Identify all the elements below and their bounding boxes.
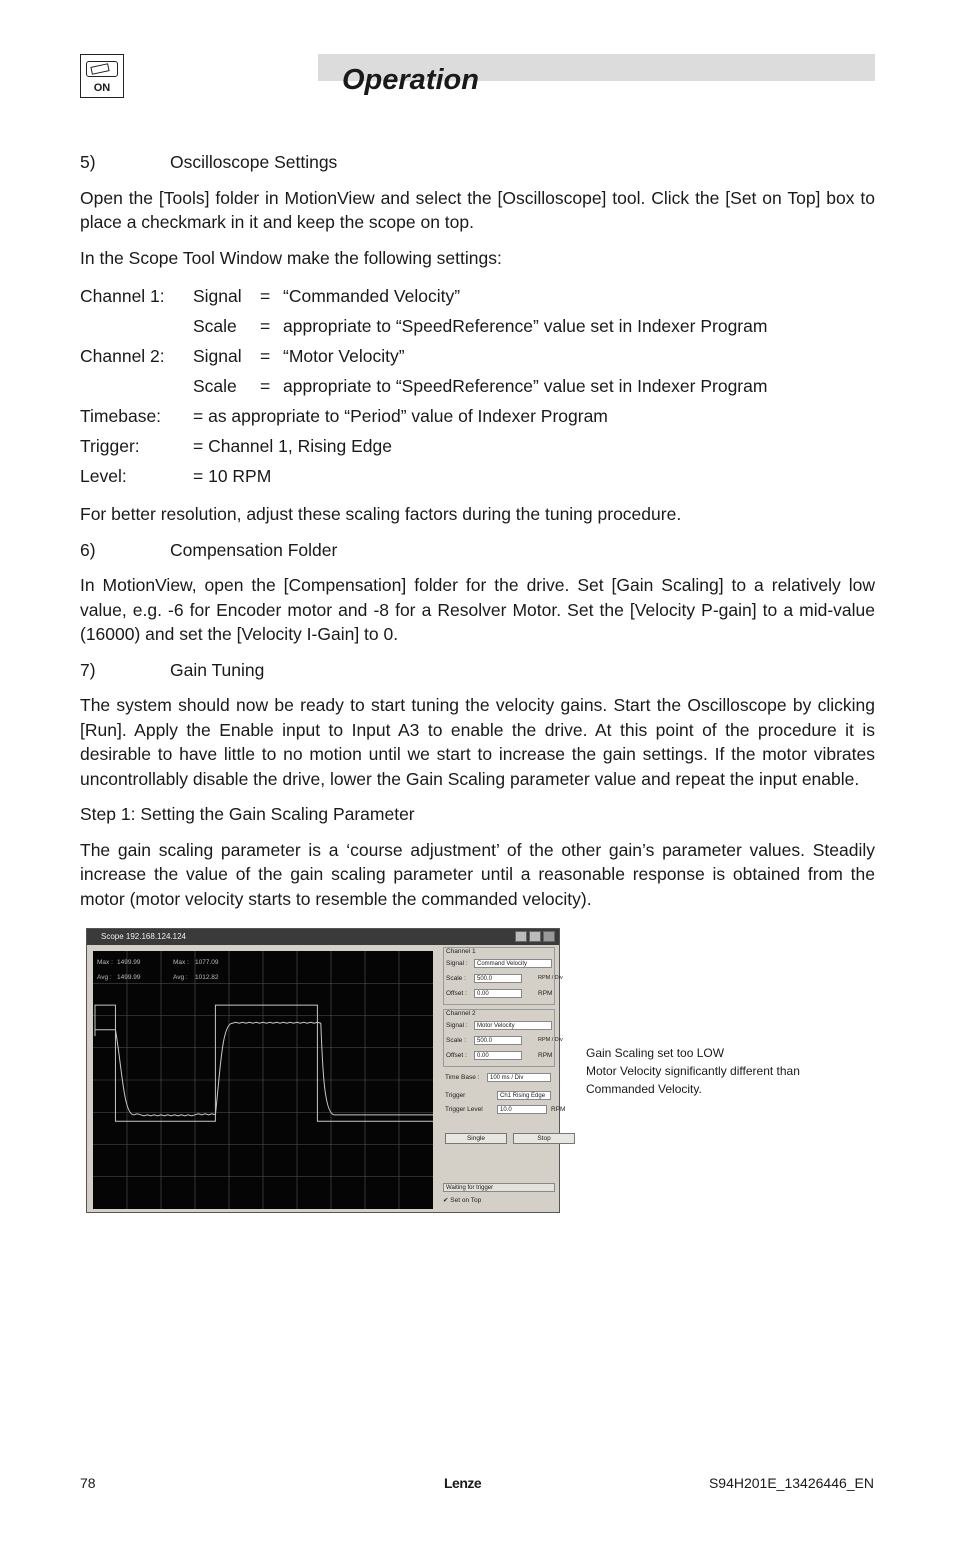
caption-line: Commanded Velocity. bbox=[586, 1082, 702, 1096]
close-icon[interactable] bbox=[543, 931, 555, 942]
channel2-scale-input[interactable]: 500.0 bbox=[474, 1036, 522, 1045]
settings-value: appropriate to “SpeedReference” value set in Indexer Program bbox=[283, 315, 768, 336]
motor-velocity-trace bbox=[95, 1022, 433, 1116]
figure-caption bbox=[586, 1044, 800, 1098]
single-button[interactable]: Single bbox=[445, 1133, 507, 1144]
stat-avg1-label: Avg : bbox=[97, 974, 112, 981]
signal-label: Signal : bbox=[446, 960, 468, 967]
section-title: Compensation Folder bbox=[170, 539, 338, 560]
settings-row bbox=[80, 461, 875, 491]
set-on-top-checkbox[interactable] bbox=[443, 1196, 481, 1204]
scope-settings-panel bbox=[443, 947, 566, 1209]
settings-key: Signal bbox=[193, 345, 242, 366]
settings-list bbox=[80, 281, 875, 491]
stat-avg1: 1499.99 bbox=[117, 974, 141, 981]
settings-eq: = bbox=[260, 315, 271, 336]
page-number: 78 bbox=[80, 1475, 96, 1491]
settings-row bbox=[80, 371, 875, 401]
brand-logo: Lenze bbox=[444, 1475, 482, 1491]
settings-row bbox=[80, 311, 875, 341]
scope-titlebar bbox=[87, 929, 559, 945]
settings-label: Level: bbox=[80, 465, 127, 486]
channel2-signal-select[interactable]: Motor Velocity bbox=[474, 1021, 552, 1030]
trigger-select[interactable]: Ch1 Rising Edge bbox=[497, 1091, 551, 1100]
trigger-level-input[interactable]: 10.0 bbox=[497, 1105, 547, 1114]
settings-row bbox=[80, 341, 875, 371]
set-on-top-label: Set on Top bbox=[450, 1197, 482, 1204]
caption-line: Gain Scaling set too LOW bbox=[586, 1046, 725, 1060]
settings-row bbox=[80, 431, 875, 461]
settings-key: Scale bbox=[193, 315, 237, 336]
section-number: 5) bbox=[80, 152, 96, 172]
trigger-label: Trigger bbox=[445, 1092, 466, 1099]
section-title: Oscilloscope Settings bbox=[170, 152, 338, 172]
offset-label: Offset : bbox=[446, 1052, 467, 1059]
settings-value: = as appropriate to “Period” value of Indexer Program bbox=[193, 405, 608, 426]
scope-window bbox=[86, 928, 566, 1213]
stat-max1: 1499.99 bbox=[117, 959, 141, 966]
settings-value: “Motor Velocity” bbox=[283, 345, 405, 366]
settings-label: Timebase: bbox=[80, 405, 162, 426]
paragraph: For better resolution, adjust these scaling factors during the tuning procedure. bbox=[80, 504, 682, 524]
timebase-select[interactable]: 100 ms / Div bbox=[487, 1073, 551, 1082]
page-title: Operation bbox=[342, 64, 479, 96]
offset-label: Offset : bbox=[446, 990, 467, 997]
page-content bbox=[80, 150, 875, 922]
settings-value: = 10 RPM bbox=[193, 465, 272, 486]
paragraph: Step 1: Setting the Gain Scaling Parameter bbox=[80, 804, 415, 824]
channel2-label: Channel 2 bbox=[446, 1010, 476, 1017]
settings-row bbox=[80, 281, 875, 311]
scale-label: Scale : bbox=[446, 975, 466, 982]
settings-value: “Commanded Velocity” bbox=[283, 285, 461, 306]
scope-title: Scope 192.168.124.124 bbox=[101, 932, 186, 941]
settings-value: appropriate to “SpeedReference” value set in Indexer Program bbox=[283, 375, 768, 396]
maximize-icon[interactable] bbox=[529, 931, 541, 942]
scale-label: Scale : bbox=[446, 1037, 466, 1044]
section-heading-7 bbox=[80, 658, 875, 683]
timebase-label: Time Base : bbox=[445, 1074, 480, 1081]
stat-avg2-label: Avg : bbox=[173, 974, 188, 981]
channel1-group bbox=[443, 947, 563, 1005]
section-heading-5 bbox=[80, 150, 875, 175]
settings-key: Signal bbox=[193, 285, 242, 306]
settings-row bbox=[80, 401, 875, 431]
status-bar: Waiting for trigger bbox=[443, 1183, 555, 1192]
channel2-group bbox=[443, 1009, 563, 1067]
channel1-label: Channel 1 bbox=[446, 948, 476, 955]
scale-unit: RPM / Div bbox=[538, 1037, 563, 1043]
scope-grid bbox=[93, 951, 433, 1209]
icon-label: ON bbox=[93, 82, 111, 94]
minimize-icon[interactable] bbox=[515, 931, 527, 942]
stat-avg2: 1012.82 bbox=[195, 974, 219, 981]
caption-line: Motor Velocity significantly different than bbox=[586, 1064, 800, 1078]
settings-eq: = bbox=[260, 345, 271, 366]
trigger-level-unit: RPM bbox=[551, 1106, 566, 1113]
section-number: 6) bbox=[80, 539, 96, 560]
paragraph: In MotionView, open the [Compensation] folder for the drive. Set [Gain Scaling] to a relatively low value, e.g. -6 for Encoder motor and -8 for a Resolver Motor. Set the [Velocity P-gain] to a mid-value (16000) and set the [Velocity I-Gain] to 0. bbox=[80, 575, 875, 644]
scale-unit: RPM / Div bbox=[538, 975, 563, 981]
channel1-signal-select[interactable]: Command Velocity bbox=[474, 959, 552, 968]
checkmark-icon: ✔ bbox=[443, 1197, 449, 1204]
power-switch-icon bbox=[80, 54, 124, 98]
channel1-scale-input[interactable]: 500.0 bbox=[474, 974, 522, 983]
signal-label: Signal : bbox=[446, 1022, 468, 1029]
settings-label: Trigger: bbox=[80, 435, 140, 456]
section-heading-6 bbox=[80, 538, 875, 563]
stat-max2: 1077.09 bbox=[195, 959, 219, 966]
paragraph: The gain scaling parameter is a ‘course adjustment’ of the other gain’s parameter values. Steadily increase the value of the gain scaling parameter until a reasonable response is obtained from the motor (motor velocity starts to resemble the commanded velocity). bbox=[80, 839, 875, 909]
stat-max2-label: Max : bbox=[173, 959, 189, 966]
settings-key: Scale bbox=[193, 375, 237, 396]
channel1-offset-input[interactable]: 0.00 bbox=[474, 989, 522, 998]
settings-eq: = bbox=[260, 375, 271, 396]
offset-unit: RPM bbox=[538, 1052, 553, 1059]
switch-shape bbox=[86, 61, 118, 77]
stop-button[interactable]: Stop bbox=[513, 1133, 575, 1144]
trigger-level-label: Trigger Level bbox=[445, 1106, 483, 1113]
document-id: S94H201E_13426446_EN bbox=[708, 1475, 874, 1491]
scope-graph bbox=[93, 951, 433, 1209]
offset-unit: RPM bbox=[538, 990, 553, 997]
section-number: 7) bbox=[80, 659, 96, 680]
paragraph: The system should now be ready to start tuning the velocity gains. Start the Oscilloscope by clicking [Run]. Apply the Enable input to Input A3 to enable the drive. At this point of the procedure it is desirable to have little to no motion until we start to increase the gain settings. If the motor vibrates uncontrollably disable the drive, lower the Gain Scaling parameter value and repeat the input enable. bbox=[80, 695, 875, 789]
scope-plot bbox=[93, 951, 433, 1209]
settings-value: = Channel 1, Rising Edge bbox=[193, 435, 392, 456]
paragraph: In the Scope Tool Window make the following settings: bbox=[80, 247, 502, 268]
stat-max1-label: Max : bbox=[97, 959, 113, 966]
paragraph: Open the [Tools] folder in MotionView and select the [Oscilloscope] tool. Click the [Set on Top] box to place a checkmark in it and keep the scope on top. bbox=[80, 187, 875, 232]
settings-label: Channel 1: bbox=[80, 285, 165, 306]
channel2-offset-input[interactable]: 0.00 bbox=[474, 1051, 522, 1060]
section-title: Gain Tuning bbox=[170, 659, 265, 680]
settings-eq: = bbox=[260, 285, 271, 306]
settings-label: Channel 2: bbox=[80, 345, 165, 366]
